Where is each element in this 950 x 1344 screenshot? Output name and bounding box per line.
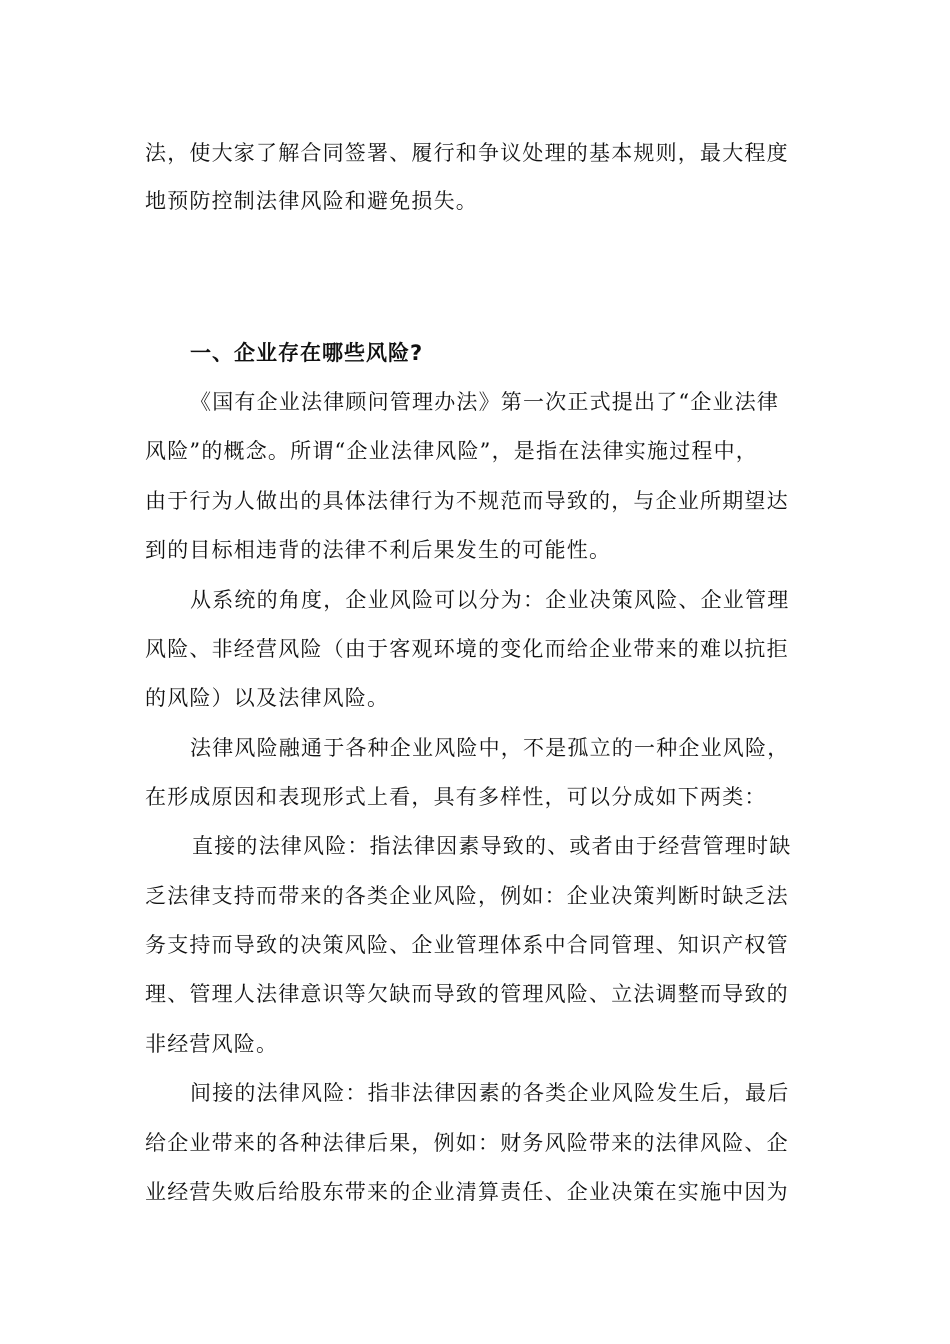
para4-line-3: 务支持而导致的决策风险、企业管理体系中合同管理、知识产权管 (145, 933, 789, 957)
para3-line-1: 法律风险融通于各种企业风险中，不是孤立的一种企业风险， (190, 736, 790, 760)
para4-line-5: 非经营风险。 (145, 1032, 279, 1056)
para5-line-3: 业经营失败后给股东带来的企业清算责任、企业决策在实施中因为 (145, 1180, 789, 1204)
section-heading: 一、企业存在哪些风险? (190, 341, 424, 365)
para2-line-3: 的风险）以及法律风险。 (145, 686, 390, 710)
para1-line-1: 《国有企业法律顾问管理办法》第一次正式提出了“企业法律 (190, 390, 780, 414)
para1-line-3: 由于行为人做出的具体法律行为不规范而导致的，与企业所期望达 (145, 489, 789, 513)
para1-line-2: 风险”的概念。所谓“企业法律风险”，是指在法律实施过程中， (145, 439, 759, 463)
para2-line-1: 从系统的角度，企业风险可以分为：企业决策风险、企业管理 (190, 588, 790, 612)
para1-line-4: 到的目标相违背的法律不利后果发生的可能性。 (145, 538, 612, 562)
para2-line-2: 风险、非经营风险（由于客观环境的变化而给企业带来的难以抗拒 (145, 637, 789, 661)
para3-line-2: 在形成原因和表现形式上看，具有多样性，可以分成如下两类： (145, 785, 767, 809)
intro-line-2: 地预防控制法律风险和避免损失。 (145, 189, 478, 213)
para5-line-2: 给企业带来的各种法律后果，例如：财务风险带来的法律风险、企 (145, 1131, 789, 1155)
para4-line-4: 理、管理人法律意识等欠缺而导致的管理风险、立法调整而导致的 (145, 982, 789, 1006)
intro-line-1: 法，使大家了解合同签署、履行和争议处理的基本规则，最大程度 (145, 141, 789, 165)
para4-line-1: 直接的法律风险：指法律因素导致的、或者由于经营管理时缺 (192, 834, 792, 858)
para4-line-2: 乏法律支持而带来的各类企业风险，例如：企业决策判断时缺乏法 (145, 884, 789, 908)
para5-line-1: 间接的法律风险：指非法律因素的各类企业风险发生后，最后 (190, 1081, 790, 1105)
